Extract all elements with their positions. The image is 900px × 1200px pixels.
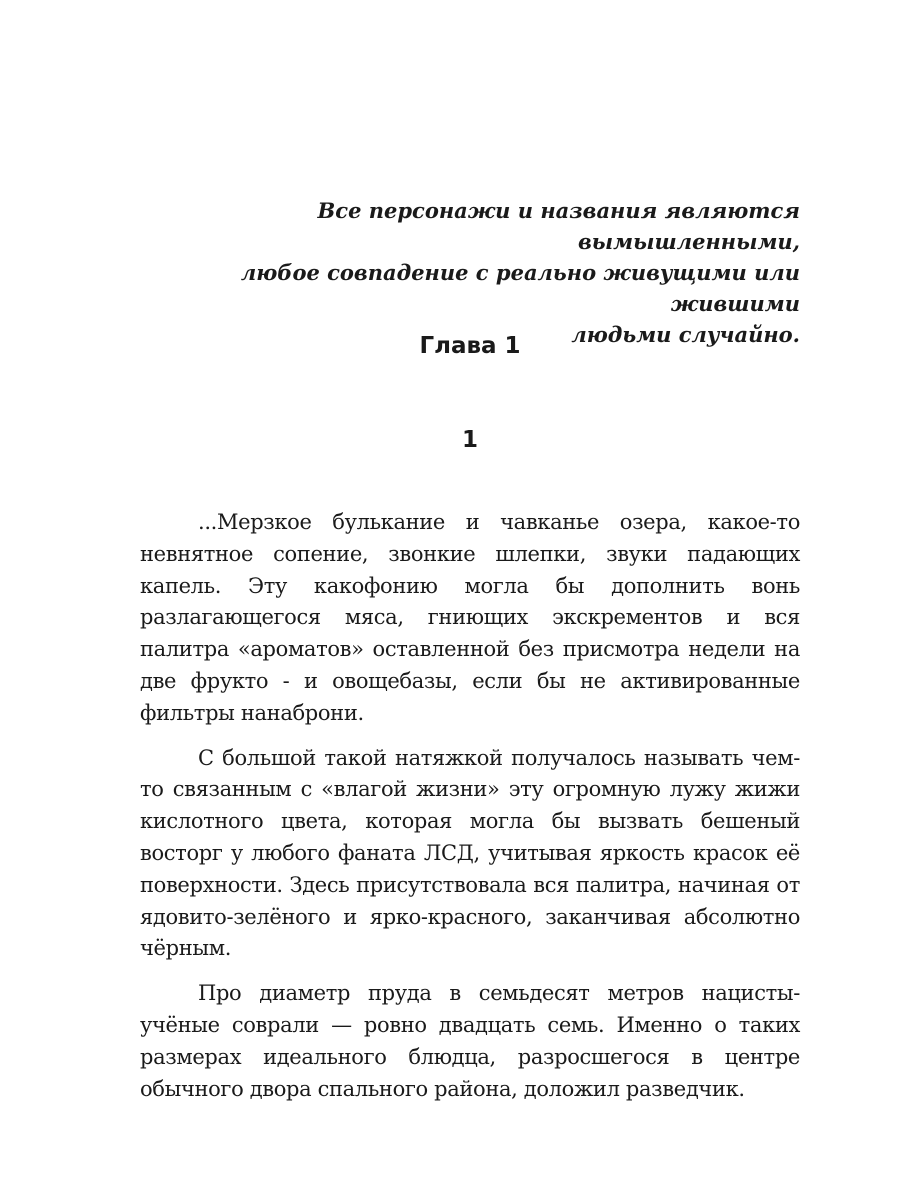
body-text [140,507,800,1118]
disclaimer-line-1: Все персонажи и названия являются вымышленными, [317,198,800,254]
disclaimer [140,195,800,350]
paragraph: Про диаметр пруда в семьдесят метров нацисты-учёные соврали — ровно двадцать семь. Именно о таких размерах идеального блюдца, разросшегося в центре обычного двора спального района, доложил разведчик. [140,981,800,1101]
section-number: 1 [461,427,478,453]
book-page [140,195,800,1101]
disclaimer-line-3: людьми случайно. [571,322,800,347]
chapter-title: Глава 1 [419,333,521,359]
paragraph: ...Мерзкое булькание и чавканье озера, какое-то невнятное сопение, звонкие шлепки, звуки падающих капель. Эту какофонию могла бы дополнить вонь разлагающегося мяса, гниющих экскрементов и вся палитра «ароматов» оставленной без присмотра недели на две фрукто - и овощебазы, если бы не активированные фильтры нанаброни. [140,510,800,725]
disclaimer-line-2: любое совпадение с реально живущими или жившими [240,260,800,316]
paragraph: С большой такой натяжкой получалось называть чем-то связанным с «влагой жизни» эту огромную лужу жижи кислотного цвета, которая могла бы вызвать бешеный восторг у любого фаната ЛСД, учитывая яркость красок её поверхности. Здесь присутствовала вся палитра, начиная от ядовито-зелёного и ярко-красного, заканчивая абсолютно чёрным. [140,745,800,961]
